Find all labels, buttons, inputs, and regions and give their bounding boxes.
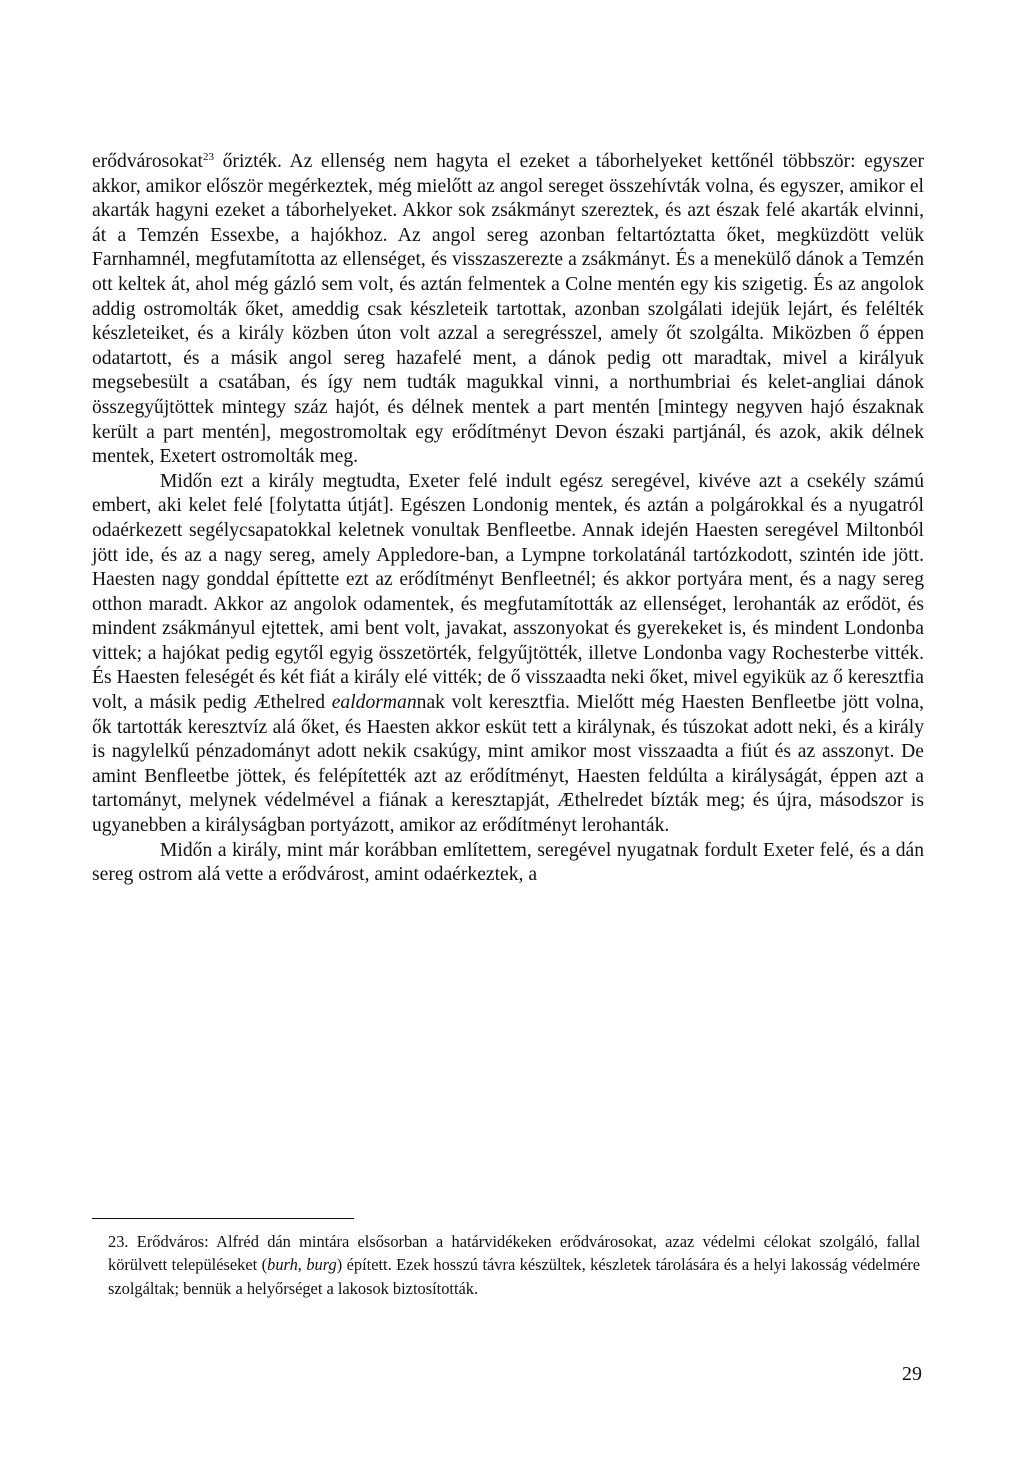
footnote-divider: [92, 1218, 354, 1219]
paragraph-2: [92, 470, 924, 839]
footnote-start: Erődváros: Alfréd dán mintára elsősorban a határvidékeken erődvárosokat, azaz védelmi célokat szolgáló, fallal körülvett településeket (: [108, 1232, 920, 1275]
footnote-number: 23.: [108, 1232, 129, 1251]
footnote: [108, 1230, 920, 1300]
paragraph-1: [92, 150, 924, 470]
page-number: 29: [902, 1363, 922, 1385]
main-text: [92, 150, 924, 888]
footnote-italic-term: burh, burg: [267, 1255, 337, 1275]
paragraph-2-start: Midőn ezt a király megtudta, Exeter felé indult egész seregével, kivéve azt a csekély számú embert, aki kelet felé [folytatta útját]. Egészen Londonig mentek, és aztán a polgárokkal és a nyugatról odaérkezett segélycsapatokkal keletnek vonultak Benfleetbe. Annak idején Haesten seregével Miltonból jött ide, és az a nagy sereg, amely Appledore-ban, a Lympne torkolatánál tartózkodott, szintén ide jött. Haesten nagy gonddal építtette ezt az erődítményt Benfleetnél; és akkor portyára ment, és a nagy sereg otthon maradt. Akkor az angolok odamentek, és megfutamították az ellenséget, lerohanták az erődöt, és mindent zsákmányul ejtettek, ami bent volt, javakat, asszonyokat és gyerekeket is, és mindent Londonba vittek; a hajókat pedig egytől egyig összetörték, felgyűjtötték, illetve Londonba vagy Rochesterbe vitték. És Haesten feleségét és két fiát a király elé vitték; de ő visszaadta neki őket, mivel egyikük az ő keresztfia volt, a másik pedig Æthelred: [92, 470, 924, 714]
paragraph-3: Midőn a király, mint már korábban említettem, seregével nyugatnak fordult Exeter felé, és a dán sereg ostrom alá vette a erődvárost, amint odaérkeztek, a: [92, 839, 924, 886]
paragraph-1-start: erődvárosokat: [92, 151, 203, 172]
paragraph-1-rest: őrizték. Az ellenség nem hagyta el ezeket a táborhelyeket kettőnél többször: egyszer akkor, amikor először megérkeztek, még mielőtt az angol sereget összehívták volna, és egyszer, amikor el akarták hagyni ezeket a táborhelyeket. Akkor sok zsákmányt szereztek, és azt észak felé akarták elvinni, át a Temzén Essexbe, a hajókhoz. Az angol sereg azonban feltartóztatta őket, megküzdött velük Farnhamnél, megfutamította az ellenséget, és visszaszerezte a zsákmányt. És a menekülő dánok a Temzén ott keltek át, ahol még gázló sem volt, és aztán felmentek a Colne mentén egy kis szigetig. És az angolok addig ostromolták őket, ameddig csak készleteik tartottak, azonban szolgálati idejük lejárt, és felélték készleteiket, és a király közben úton volt azzal a seregrésszel, amely őt szolgálta. Miközben ő éppen odatartott, és a másik angol sereg hazafelé ment, a dánok pedig ott maradtak, mivel a királyuk megsebesült a csatában, és így nem tudták magukkal vinni, a northumbriai és kelet-angliai dánok összegyűjtöttek mintegy száz hajót, és délnek mentek a part mentén [mintegy negyven hajó északnak került a part mentén], megostromoltak egy erődítményt Devon északi partjánál, és azok, akik délnek mentek, Exetert ostromolták meg.: [92, 151, 924, 468]
footnote-rest: ) épített. Ezek hosszú távra készültek, készletek tárolására és a helyi lakosság védelmére szolgáltak; bennük a helyőrséget a lakosok biztosították.: [108, 1255, 920, 1298]
paragraph-2-rest: nak volt keresztfia. Mielőtt még Haesten Benfleetbe jött volna, ők tartották keresztvíz alá őket, és Haesten akkor esküt tett a királynak, és túszokat adott neki, és a király is nagylelkű pénzadományt adott nekik csakúgy, mint amikor most visszaadta a fiút és az asszonyt. De amint Benfleetbe jöttek, és felépítették azt az erődítményt, Haesten feldúlta a királyságát, éppen azt a tartományt, melynek védelmével a fiának a keresztapját, Æthelredet bízták meg; és újra, másodszor is ugyanebben a királyságban portyázott, amikor az erődítményt lerohanták.: [92, 692, 924, 837]
footnote-reference: 23: [203, 151, 214, 163]
italic-term: ealdorman: [331, 692, 417, 714]
footnote-text: [108, 1230, 920, 1300]
